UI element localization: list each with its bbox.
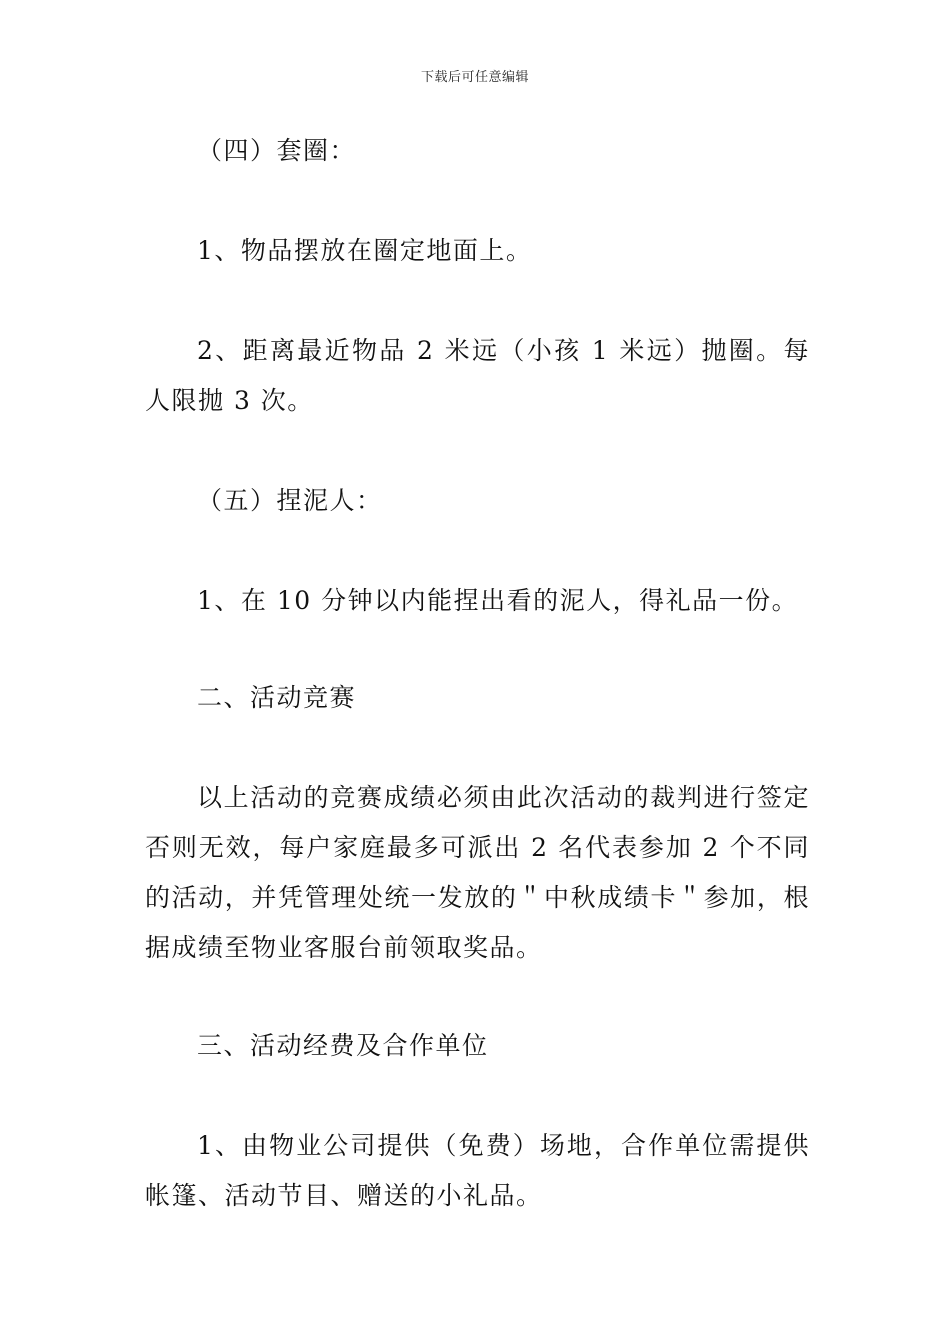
section-heading-ring-toss: （四）套圈： bbox=[197, 136, 357, 165]
header-note: 下载后可任意编辑 bbox=[420, 70, 529, 85]
section-heading-clay-figure: （五）捏泥人： bbox=[197, 486, 383, 515]
paragraph-ring-toss-rule-1: 1、物品摆放在圈定地面上。 bbox=[197, 236, 533, 265]
paragraph-ring-toss-rule-2: 2、距离最近物品 2 米远（小孩 1 米远）抛圈。每人限抛 3 次。 bbox=[145, 336, 810, 415]
paragraph-funding-rule-1: 1、由物业公司提供（免费）场地，合作单位需提供帐篷、活动节目、赠送的小礼品。 bbox=[145, 1131, 810, 1210]
paragraph-clay-figure-rule-1: 1、在 10 分钟以内能捏出看的泥人，得礼品一份。 bbox=[197, 586, 799, 615]
section-heading-competition: 二、活动竞赛 bbox=[197, 683, 357, 712]
section-heading-funding: 三、活动经费及合作单位 bbox=[197, 1031, 489, 1060]
paragraph-competition-body: 以上活动的竞赛成绩必须由此次活动的裁判进行签定否则无效，每户家庭最多可派出 2 名代表参加 2 个不同的活动，并凭管理处统一发放的＂中秋成绩卡＂参加，根据成绩至物业客服台前领取奖品。 bbox=[145, 783, 810, 962]
